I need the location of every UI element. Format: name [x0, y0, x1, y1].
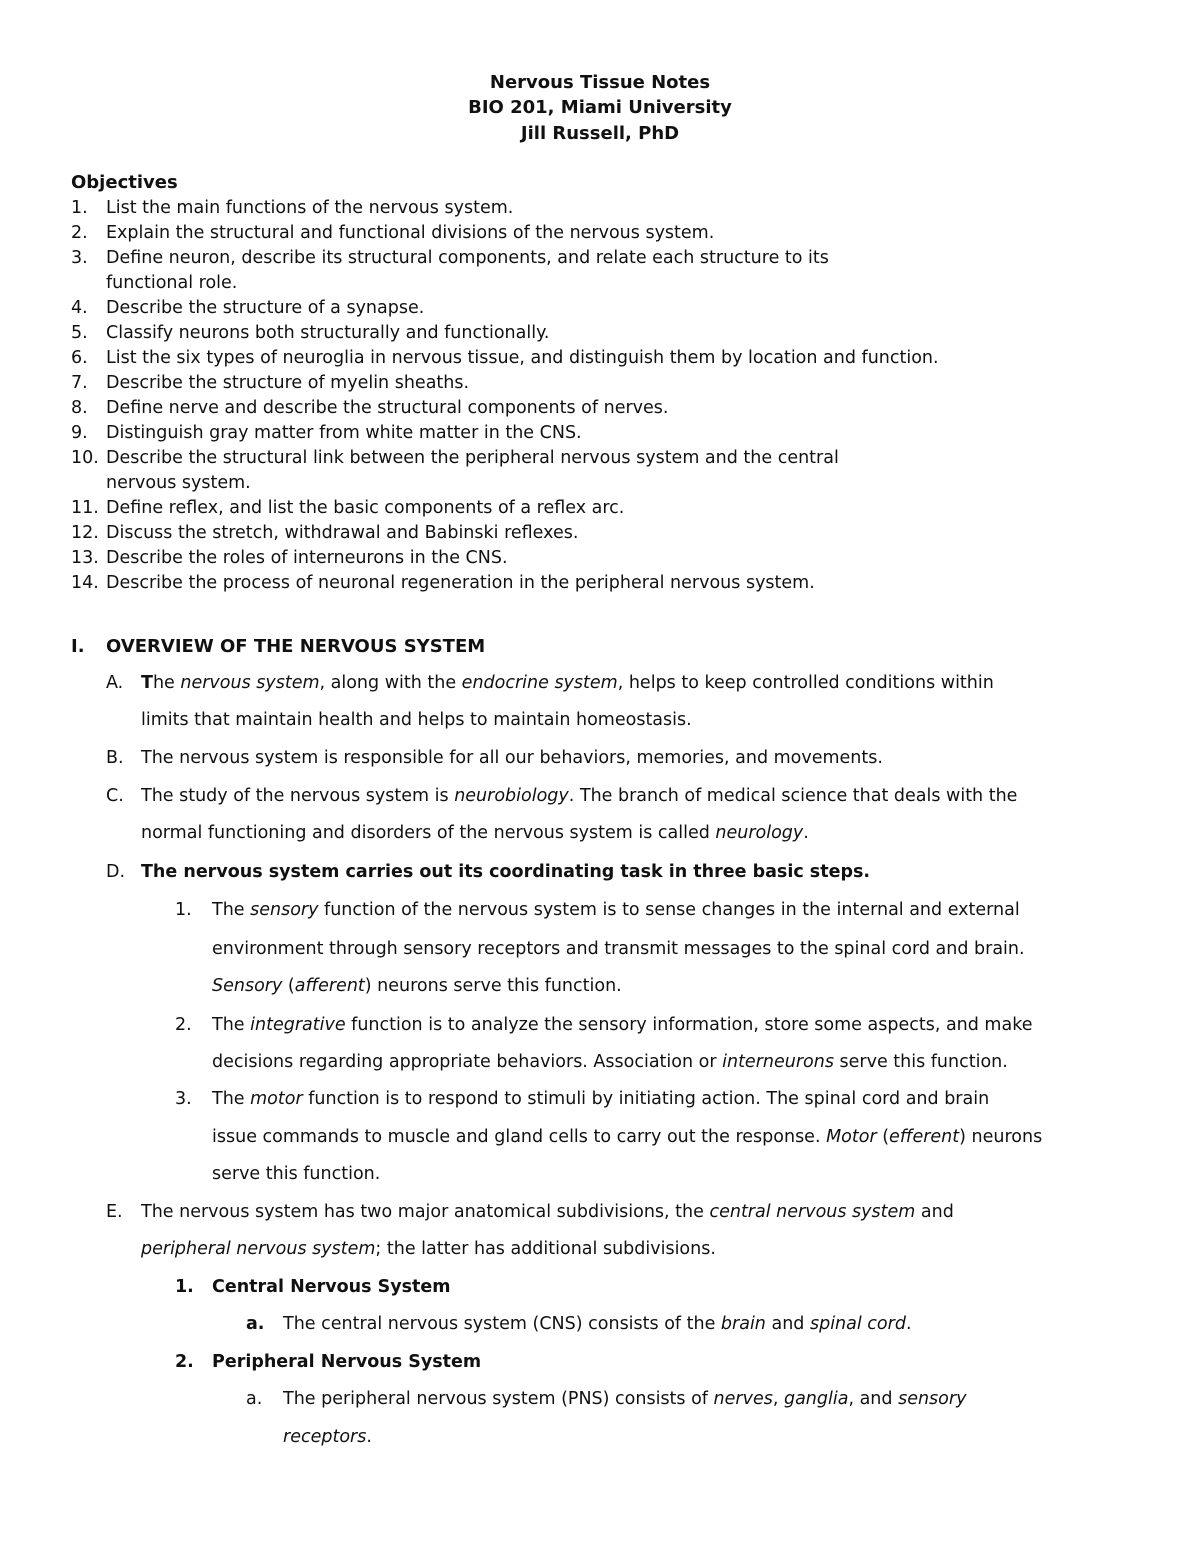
- integrative-line2: decisions regarding appropriate behaviors. Association or interneurons serve this function.: [212, 1052, 1008, 1072]
- objective-text: List the six types of neuroglia in nervous tissue, and distinguish them by location and function.: [106, 348, 939, 368]
- objective-text: Define nerve and describe the structural components of nerves.: [106, 398, 669, 418]
- objective-number: 9.: [71, 423, 88, 443]
- objective-text: Classify neurons both structurally and functionally.: [106, 323, 550, 343]
- subitem-number: 1.: [175, 900, 192, 920]
- objective-number: 3.: [71, 248, 88, 268]
- objective-number: 7.: [71, 373, 88, 393]
- objective-text: Distinguish gray matter from white matter in the CNS.: [106, 423, 582, 443]
- objective-text: List the main functions of the nervous system.: [106, 198, 514, 218]
- item-d-text: The nervous system carries out its coordinating task in three basic steps.: [141, 862, 871, 882]
- objective-text: Discuss the stretch, withdrawal and Babinski reflexes.: [106, 523, 579, 543]
- pns-heading: Peripheral Nervous System: [212, 1352, 482, 1372]
- subitem-number: 1.: [175, 1277, 194, 1297]
- item-a-line2: limits that maintain health and helps to maintain homeostasis.: [141, 710, 692, 730]
- objective-text-continued: nervous system.: [106, 473, 251, 493]
- pns-item-line2: receptors.: [283, 1427, 372, 1447]
- item-e-line1: The nervous system has two major anatomical subdivisions, the central nervous system and: [141, 1202, 954, 1222]
- cns-item-label: a.: [246, 1314, 265, 1334]
- objective-number: 11.: [71, 498, 99, 518]
- objective-number: 1.: [71, 198, 88, 218]
- objectives-heading: Objectives: [71, 172, 178, 193]
- item-c-line2: normal functioning and disorders of the nervous system is called neurology.: [141, 823, 809, 843]
- subitem-number: 3.: [175, 1089, 192, 1109]
- item-a-line1: The nervous system, along with the endocrine system, helps to keep controlled conditions within: [141, 673, 994, 693]
- objective-text: Describe the structural link between the peripheral nervous system and the central: [106, 448, 839, 468]
- objective-number: 8.: [71, 398, 88, 418]
- objective-text: Define reflex, and list the basic components of a reflex arc.: [106, 498, 625, 518]
- document-title: Nervous Tissue Notes: [489, 72, 711, 93]
- author-line: Jill Russell, PhD: [520, 123, 680, 144]
- sensory-line3: Sensory (afferent) neurons serve this function.: [212, 976, 622, 996]
- section-number: I.: [71, 636, 85, 657]
- item-label: A.: [106, 673, 124, 693]
- item-b-text: The nervous system is responsible for all our behaviors, memories, and movements.: [141, 748, 883, 768]
- pns-item-line1: The peripheral nervous system (PNS) consists of nerves, ganglia, and sensory: [283, 1389, 967, 1409]
- cns-heading: Central Nervous System: [212, 1277, 451, 1297]
- objective-text: Describe the structure of myelin sheaths.: [106, 373, 470, 393]
- objective-number: 2.: [71, 223, 88, 243]
- objective-number: 5.: [71, 323, 88, 343]
- sensory-line2: environment through sensory receptors and transmit messages to the spinal cord and brain.: [212, 939, 1025, 959]
- objective-text: Describe the process of neuronal regeneration in the peripheral nervous system.: [106, 573, 815, 593]
- item-label: C.: [106, 786, 124, 806]
- subitem-number: 2.: [175, 1352, 194, 1372]
- section-title: OVERVIEW OF THE NERVOUS SYSTEM: [106, 636, 486, 657]
- item-e-line2: peripheral nervous system; the latter has additional subdivisions.: [141, 1239, 716, 1259]
- subitem-number: 2.: [175, 1015, 192, 1035]
- objective-text-continued: functional role.: [106, 273, 238, 293]
- objective-number: 4.: [71, 298, 88, 318]
- item-label: B.: [106, 748, 124, 768]
- objective-text: Describe the roles of interneurons in the CNS.: [106, 548, 508, 568]
- pns-item-label: a.: [246, 1389, 263, 1409]
- item-label: E.: [106, 1202, 123, 1222]
- motor-line1: The motor function is to respond to stimuli by initiating action. The spinal cord and brain: [212, 1089, 990, 1109]
- motor-line2: issue commands to muscle and gland cells to carry out the response. Motor (efferent) neurons: [212, 1127, 1043, 1147]
- objective-text: Explain the structural and functional divisions of the nervous system.: [106, 223, 715, 243]
- objective-text: Define neuron, describe its structural components, and relate each structure to its: [106, 248, 829, 268]
- cns-item-text: The central nervous system (CNS) consists of the brain and spinal cord.: [283, 1314, 912, 1334]
- objective-text: Describe the structure of a synapse.: [106, 298, 425, 318]
- motor-line3: serve this function.: [212, 1164, 381, 1184]
- item-label: D.: [106, 862, 126, 882]
- sensory-line1: The sensory function of the nervous system is to sense changes in the internal and external: [212, 900, 1020, 920]
- objective-number: 13.: [71, 548, 99, 568]
- objective-number: 10.: [71, 448, 99, 468]
- item-c-line1: The study of the nervous system is neurobiology. The branch of medical science that deals with the: [141, 786, 1018, 806]
- integrative-line1: The integrative function is to analyze the sensory information, store some aspects, and make: [212, 1015, 1033, 1035]
- course-line: BIO 201, Miami University: [468, 97, 732, 118]
- objective-number: 14.: [71, 573, 99, 593]
- objective-number: 12.: [71, 523, 99, 543]
- objective-number: 6.: [71, 348, 88, 368]
